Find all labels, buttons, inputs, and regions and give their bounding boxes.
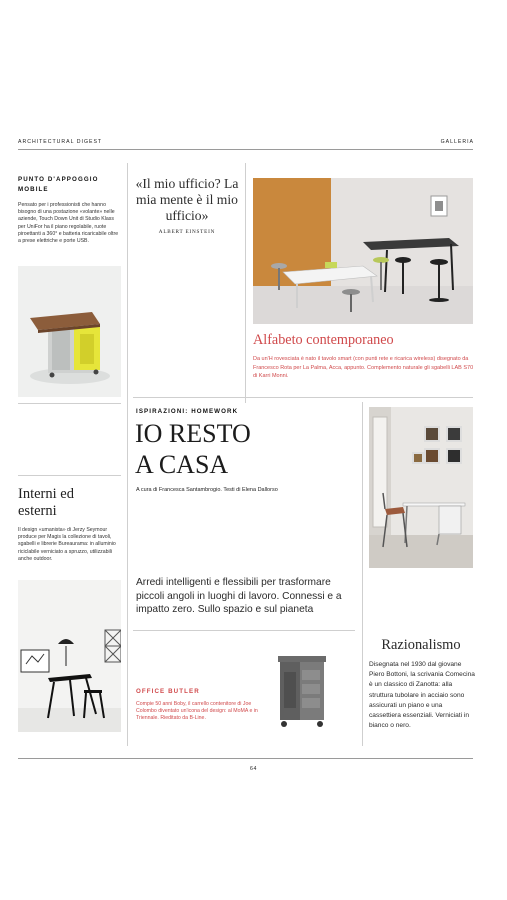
feature-standfirst: Arredi intelligenti e flessibili per trasformare piccoli angoli in luoghi di lavoro. Connessi e a impatto zero. Sullo spazio e sul pianeta — [136, 577, 342, 615]
interni-esterni-text: Il design «umanista» di Jerzy Seymour produce per Magis la collezione di tavoli, sgabelli e librerie Bureaurama: in alluminio riciclabile verniciato a spruzzo, utilizzabili anche outdoor. — [18, 527, 116, 562]
alfabeto-text: Da un'H rovesciata è nato il tavolo smart (con punti rete e ricarica wireless) disegnato da Francesco Rota per La Palma, Acca, appunto. Complemento naturale gli sgabelli LAB S70 di Karri Monni. — [253, 356, 474, 379]
bureaurama-photo — [18, 580, 121, 732]
mid-rule — [133, 397, 473, 398]
column-rule-1 — [127, 163, 128, 746]
column-rule-3 — [362, 402, 363, 746]
feature-title-line2: A CASA — [135, 450, 229, 479]
feature-title-line1: IO RESTO — [135, 419, 251, 448]
standfirst-rule — [133, 630, 355, 631]
office-butler-title: OFFICE BUTLER — [136, 688, 200, 695]
alfabeto-title: Alfabeto contemporaneo — [253, 332, 394, 348]
comecina-desk-photo — [369, 407, 473, 568]
mobile-desk-title: PUNTO D'APPOGGIO MOBILE — [18, 176, 99, 193]
boby-trolley-photo — [272, 652, 334, 732]
einstein-quote: «Il mio ufficio? La mia mente è il mio ufficio» — [135, 176, 239, 223]
footer-rule — [18, 758, 473, 759]
office-butler-text: Compie 50 anni Boby, il carrello contenitore di Joe Colombo diventato un'icona del design: al MoMA e in Triennale. Rieditato da B-Line. — [136, 701, 258, 722]
column-rule-2 — [245, 163, 246, 403]
razionalismo-text: Disegnata nel 1930 dal giovane Piero Bottoni, la scrivania Comecina è un classico di Zanotta: alla struttura tubolare in acciaio sono assicurati un piano e una cassettiera essenziali. Verniciati in bianco o nero. — [369, 661, 475, 730]
feature-kicker: ISPIRAZIONI: HOMEWORK — [136, 408, 239, 415]
mobile-desk-text: Pensato per i professionisti che hanno bisogno di una postazione «volante» nelle aziende, Touch Down Unit di Studio Klass per UniFor ha il piano regolabile, ruote piroettanti a 360° e batteria ricaricabile oltre a prese elettriche e porte USB. — [18, 202, 119, 245]
mobile-desk-photo — [18, 266, 121, 397]
header-rule — [18, 149, 473, 150]
feature-byline: A cura di Francesca Santambrogio. Testi di Elena Dallorso — [136, 487, 278, 493]
col1-rule-2 — [18, 475, 121, 476]
quote-author: ALBERT EINSTEIN — [158, 229, 216, 235]
interni-esterni-title: Interni ed esterni — [18, 486, 74, 519]
page-number: 64 — [250, 766, 257, 772]
acca-table-photo — [253, 178, 473, 324]
running-header-right: GALLERIA — [440, 139, 474, 145]
running-header-left: ARCHITECTURAL DIGEST — [18, 139, 103, 145]
col1-rule-1 — [18, 403, 121, 404]
razionalismo-title: Razionalismo — [381, 637, 461, 653]
